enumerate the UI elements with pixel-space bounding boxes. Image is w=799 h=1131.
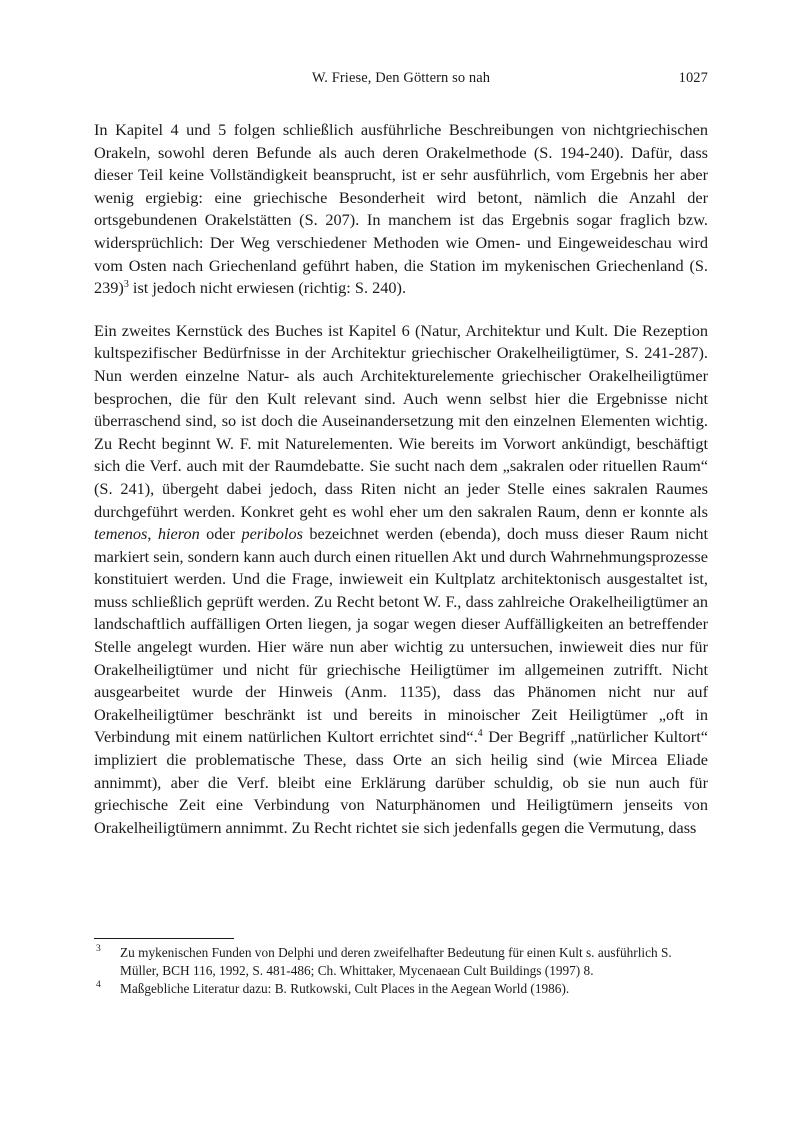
- text-segment: Ein zweites Kernstück des Buches ist Kapitel 6 (Natur, Architektur und Kult. Die Rezeption kultspezifischer Bedürfnisse in der Architektur griechischer Orakelheiligtümer, S. 241-287). Nun werden einzelne Natur- als auch Architekturelemente griechischer Orakelheiligtümer besprochen, die für den Kult relevant sind. Auch wenn selbst hier die Ergebnisse nicht überraschend sind, so ist doch die Auseinandersetzung mit den einzelnen Elementen wichtig. Zu Recht beginnt W. F. mit Naturelementen. Wie bereits im Vorwort ankündigt, beschäftigt sich die Verf. auch mit der Raumdebatte. Sie sucht nach dem „sakralen oder rituellen Raum“ (S. 241), übergeht dabei jedoch, dass Riten nicht an jeder Stelle eines sakralen Raumes durchgeführt werden. Konkret geht es wohl eher um den sakralen Raum, denn er konnte als: [94, 320, 708, 521]
- page-number: 1027: [678, 70, 708, 86]
- paragraph-1: [94, 119, 708, 300]
- text-segment: ist jedoch nicht erwiesen (richtig: S. 240).: [128, 278, 407, 298]
- document-page: [94, 70, 708, 839]
- footnote-text: Maßgebliche Literatur dazu: B. Rutkowski, Cult Places in the Aegean World (1986).: [120, 981, 570, 996]
- text-segment: ,: [147, 524, 158, 544]
- text-segment: bezeichnet werden (ebenda), doch muss dieser Raum nicht markiert sein, sondern kann auch durch einen rituellen Akt und durch Wahrnehmungsprozesse konstituiert werden. Und die Frage, inwieweit ein Kultplatz architektonisch ausgestaltet ist, muss schließlich geprüft werden. Zu Recht betont W. F., dass zahlreiche Orakelheiligtümer an landschaftlich auffälligen Orten liegen, ja sogar wegen dieser Auffälligkeiten an betreffender Stelle angelegt wurden. Hier wäre nun aber wichtig zu untersuchen, inwieweit dies nur für Orakelheiligtümer und nicht für griechische Heiligtümer im allgemeinen zutrifft. Nicht ausgearbeitet wurde der Hinweis (Anm. 1135), dass das Phänomen nicht nur auf Orakelheiligtümer beschränkt ist und bereits in minoischer Zeit Heiligtümer „oft in Verbindung mit einem natürlichen Kultort errichtet sind“.: [94, 524, 709, 747]
- term-peribolos: peribolos: [241, 524, 303, 544]
- footnote-3: [94, 944, 708, 980]
- footnote-separator: [94, 938, 234, 939]
- running-title: W. Friese, Den Göttern so nah: [311, 70, 491, 86]
- footnotes: [94, 944, 708, 998]
- footnote-ref-4[interactable]: 4: [477, 728, 483, 740]
- text-segment: oder: [199, 524, 242, 544]
- text-segment: In Kapitel 4 und 5 folgen schließlich ausführliche Beschreibungen von nichtgriechischen Orakeln, sowohl deren Befunde als auch deren Orakelmethode (S. 194-240). Dafür, dass dieser Teil keine Vollständigkeit beansprucht, ist er sehr ausführlich, vom Ergebnis her aber wenig ergiebig: eine griechische Besonderheit wird betont, nämlich die Anzahl der ortsgebundenen Orakelstätten (S. 207). In manchem ist das Ergebnis sogar fraglich bzw. widersprüchlich: Der Weg verschiedener Methoden wie Omen- und Eingeweideschau wird vom Osten nach Griechenland geführt haben, die Station im mykenischen Griechenland (S. 239): [94, 120, 708, 298]
- body-text: [94, 119, 708, 839]
- footnote-number: 3: [96, 944, 101, 954]
- footnote-text: Zu mykenischen Funden von Delphi und deren zweifelhafter Bedeutung für einen Kult s. ausführlich S. Müller, BCH 116, 1992, S. 481-486; Ch. Whittaker, Mycenaean Cult Buildings (1997) 8.: [120, 945, 672, 978]
- footnote-number: 4: [96, 980, 101, 990]
- running-header: [94, 70, 708, 94]
- footnote-ref-3[interactable]: 3: [123, 279, 129, 291]
- footnote-4: [94, 980, 708, 998]
- paragraph-2: [94, 320, 708, 840]
- term-hieron: hieron: [157, 524, 200, 544]
- text-segment: Der Begriff „natürlicher Kultort“ impliziert die problematische These, dass Orte an sich heilig sind (wie Mircea Eliade annimmt), aber die Verf. bleibt eine Erklärung darüber schuldig, ob sie nun auch für griechische Zeit eine Verbindung von Naturphänomen und Heiligtümern jenseits von Orakelheiligtümern annimmt. Zu Recht richtet sie sich jedenfalls gegen die Vermutung, dass: [94, 727, 708, 837]
- term-temenos: temenos: [94, 524, 148, 544]
